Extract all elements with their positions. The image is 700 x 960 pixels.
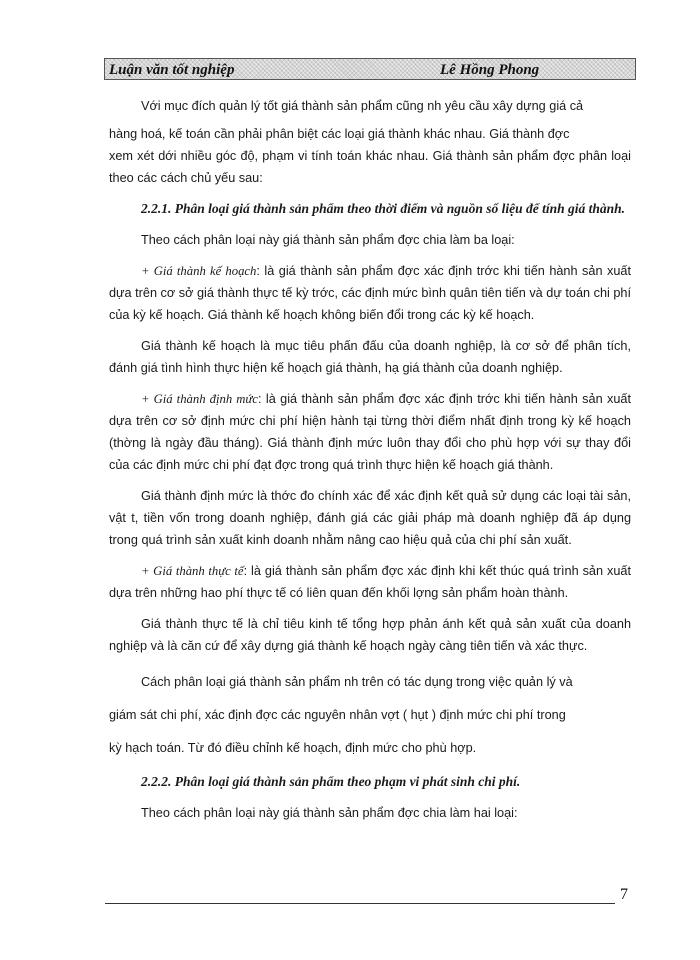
- actual-cost-note: Giá thành thực tế là chỉ tiêu kinh tế tổng hợp phản ánh kết quả sản xuất của doanh nghiệp và là căn cứ để xây dựng giá thành kế hoạch ngày càng tiên tiến và xác thực.: [109, 617, 631, 653]
- norm-cost-note: Giá thành định mức là thớc đo chính xác để xác định kết quả sử dụng các loại tài sản, vật t, tiền vốn trong doanh nghiệp, đánh giá các giải pháp mà doanh nghiệp đã áp dụng trong quá trình sản xuất kinh doanh nhằm nâng cao hiệu quả của chi phí sản xuất.: [109, 489, 631, 547]
- section1-lead: Theo cách phân loại này giá thành sản phẩm đợc chia làm ba loại:: [141, 233, 515, 247]
- actual-cost-paragraph: [109, 560, 631, 604]
- actual-cost-term: + Giá thành thực tế: [141, 564, 244, 578]
- summary-line-1: Cách phân loại giá thành sản phẩm nh trên có tác dụng trong việc quản lý và: [141, 675, 573, 689]
- intro-line-1: Với mục đích quản lý tốt giá thành sản phẩm cũng nh yêu cầu xây dựng giá cả: [141, 99, 584, 113]
- intro-line-2: hàng hoá, kế toán cần phải phân biệt các loại giá thành khác nhau. Giá thành đợc: [109, 127, 570, 141]
- section2-lead: Theo cách phân loại này giá thành sản phẩm đợc chia làm hai loại:: [141, 806, 518, 820]
- page-number: 7: [620, 886, 628, 903]
- plan-cost-paragraph: [109, 260, 631, 326]
- norm-cost-term: + Giá thành định mức: [141, 392, 258, 406]
- footer-rule: [105, 903, 615, 904]
- plan-cost-term: + Giá thành kế hoạch: [141, 264, 257, 278]
- summary-line-3: kỳ hạch toán. Từ đó điều chỉnh kế hoạch, định mức cho phù hợp.: [109, 741, 477, 755]
- intro-line-3: xem xét dới nhiều góc độ, phạm vi tính toán khác nhau. Giá thành sản phẩm đợc phân loại theo các cách chủ yếu sau:: [109, 149, 631, 185]
- norm-cost-text: : là giá thành sản phẩm đợc xác định trớc khi tiến hành sản xuất dựa trên cơ sở định mức chi phí hiện hành tại từng thời điểm nhất định trong kỳ kế hoạch (thờng là ngày đầu tháng). Giá thành định mức luôn thay đổi cho phù hợp với sự thay đổi của các định mức chi phí đạt đợc trong quá trình thực hiện kế hoạch giá thành.: [109, 392, 632, 472]
- page-body: [109, 90, 631, 833]
- running-header: [104, 58, 636, 80]
- plan-cost-note: Giá thành kế hoạch là mục tiêu phấn đấu của doanh nghiệp, là cơ sở để phân tích, đánh giá tình hình thực hiện kế hoạch giá thành, hạ giá thành của doanh nghiệp.: [109, 339, 631, 375]
- actual-cost-text: : là giá thành sản phẩm đợc xác định khi kết thúc quá trình sản xuất dựa trên những hao phí thực tế có liên quan đến khối lợng sản phẩm hoàn thành.: [109, 564, 632, 600]
- header-author-name: Lê Hồng Phong: [440, 62, 540, 78]
- section-heading-2-2-1: 2.2.1. Phân loại giá thành sản phẩm theo thời điểm và nguồn số liệu để tính giá thành.: [141, 201, 625, 216]
- section-heading-2-2-2: 2.2.2. Phân loại giá thành sản phẩm theo phạm vi phát sinh chi phí.: [141, 774, 521, 789]
- header-thesis-title: Luận văn tốt nghiệp: [109, 62, 235, 78]
- summary-line-2: giám sát chi phí, xác định đợc các nguyên nhân vợt ( hụt ) định mức chi phí trong: [109, 708, 566, 722]
- norm-cost-paragraph: [109, 388, 631, 476]
- plan-cost-text: : là giá thành sản phẩm đợc xác định trớc khi tiến hành sản xuất dựa trên cơ sở giá thành thực tế kỳ trớc, các định mức bình quân tiên tiến và dự toán chi phí của kỳ kế hoạch. Giá thành kế hoạch không biến đổi trong các kỳ kế hoạch.: [109, 264, 631, 322]
